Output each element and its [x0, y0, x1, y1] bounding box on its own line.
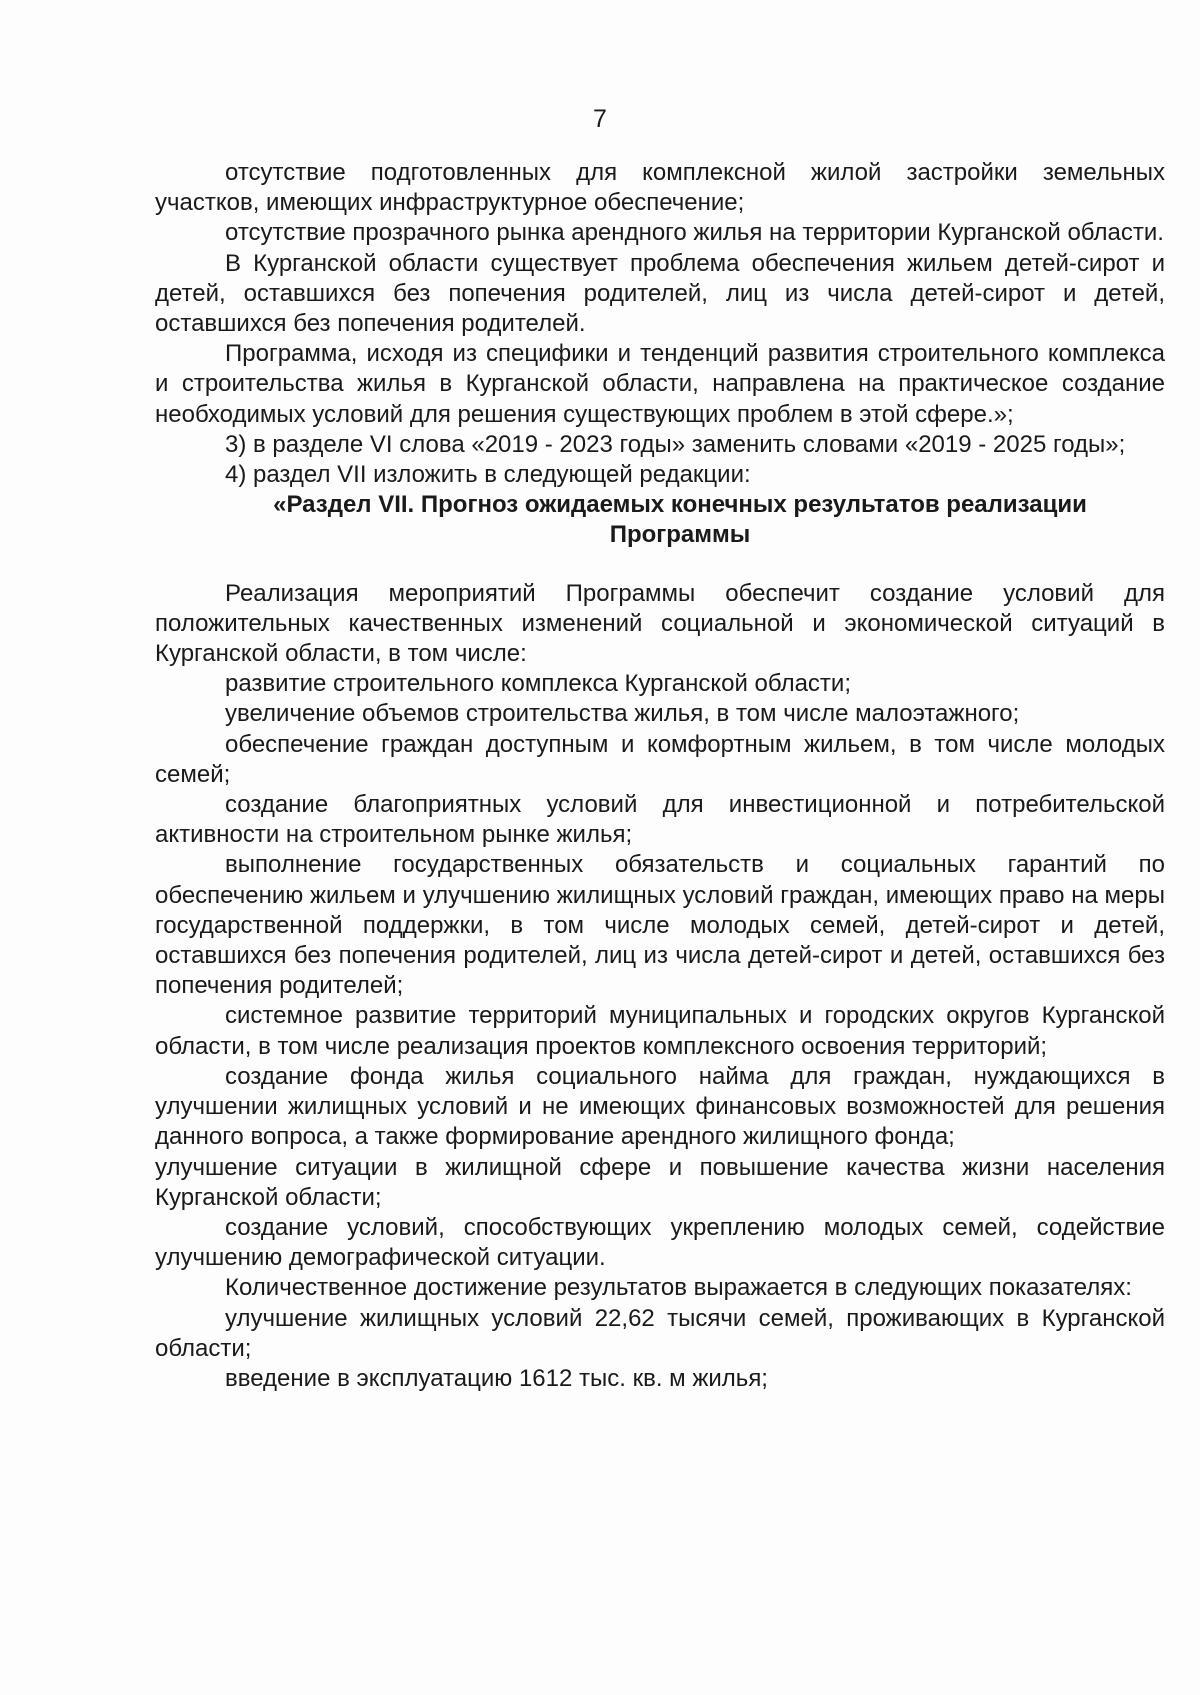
- paragraph: улучшение ситуации в жилищной сфере и повышение качества жизни населения Курганской области;: [155, 1153, 1165, 1211]
- section-heading-line: Программы: [609, 521, 751, 549]
- paragraph: увеличение объемов строительства жилья, в том числе малоэтажного;: [225, 700, 1020, 728]
- paragraph: отсутствие подготовленных для комплексной жилой застройки земельных участков, имеющих инфраструктурное обеспечение;: [155, 159, 1165, 217]
- paragraph: Реализация мероприятий Программы обеспечит создание условий для положительных качественных изменений социальной и экономической ситуаций в Курганской области, в том числе:: [155, 579, 1165, 668]
- paragraph: создание благоприятных условий для инвестиционной и потребительской активности на строительном рынке жилья;: [155, 791, 1165, 849]
- paragraph: развитие строительного комплекса Курганской области;: [225, 670, 851, 698]
- paragraph: создание условий, способствующих укреплению молодых семей, содействие улучшению демографической ситуации.: [155, 1213, 1165, 1272]
- paragraph: В Курганской области существует проблема обеспечения жильем детей-сирот и детей, оставшихся без попечения родителей, лиц из числа детей-сирот и детей, оставшихся без попечения родителей.: [155, 249, 1165, 338]
- paragraph: создание фонда жилья социального найма для граждан, нуждающихся в улучшении жилищных условий и не имеющих финансовых возможностей для решения данного вопроса, а также формирование арендного жилищного фонда;: [155, 1062, 1165, 1151]
- paragraph: введение в эксплуатацию 1612 тыс. кв. м жилья;: [225, 1364, 768, 1392]
- section-heading: [155, 490, 1165, 550]
- paragraph: отсутствие прозрачного рынка арендного жилья на территории Курганской области.: [225, 219, 1164, 247]
- paragraph: обеспечение граждан доступным и комфортным жильем, в том числе молодых семей;: [155, 730, 1165, 788]
- page-number: 7: [593, 105, 607, 133]
- paragraph: выполнение государственных обязательств и социальных гарантий по обеспечению жильем и улучшению жилищных условий граждан, имеющих право на меры государственной поддержки, в том числе молодых семей, детей-сирот и детей, оставшихся без попечения родителей, лиц из числа детей-сирот и детей, оставшихся без попечения родителей;: [155, 851, 1165, 1000]
- paragraph: 4) раздел VII изложить в следующей редакции:: [225, 461, 751, 489]
- spacer: [155, 551, 1165, 579]
- document-body: [155, 158, 1165, 1394]
- section-heading-line: «Раздел VII. Прогноз ожидаемых конечных результатов реализации: [273, 491, 1087, 519]
- paragraph: 3) в разделе VI слова «2019 - 2023 годы» заменить словами «2019 - 2025 годы»;: [225, 430, 1126, 458]
- paragraph: Количественное достижение результатов выражается в следующих показателях:: [225, 1274, 1132, 1302]
- paragraph: Программа, исходя из специфики и тенденций развития строительного комплекса и строительства жилья в Курганской области, направлена на практическое создание необходимых условий для решения существующих проблем в этой сфере.»;: [155, 340, 1165, 428]
- paragraph: системное развитие территорий муниципальных и городских округов Курганской области, в том числе реализация проектов комплексного освоения территорий;: [155, 1002, 1165, 1060]
- paragraph: улучшение жилищных условий 22,62 тысячи семей, проживающих в Курганской области;: [155, 1304, 1165, 1362]
